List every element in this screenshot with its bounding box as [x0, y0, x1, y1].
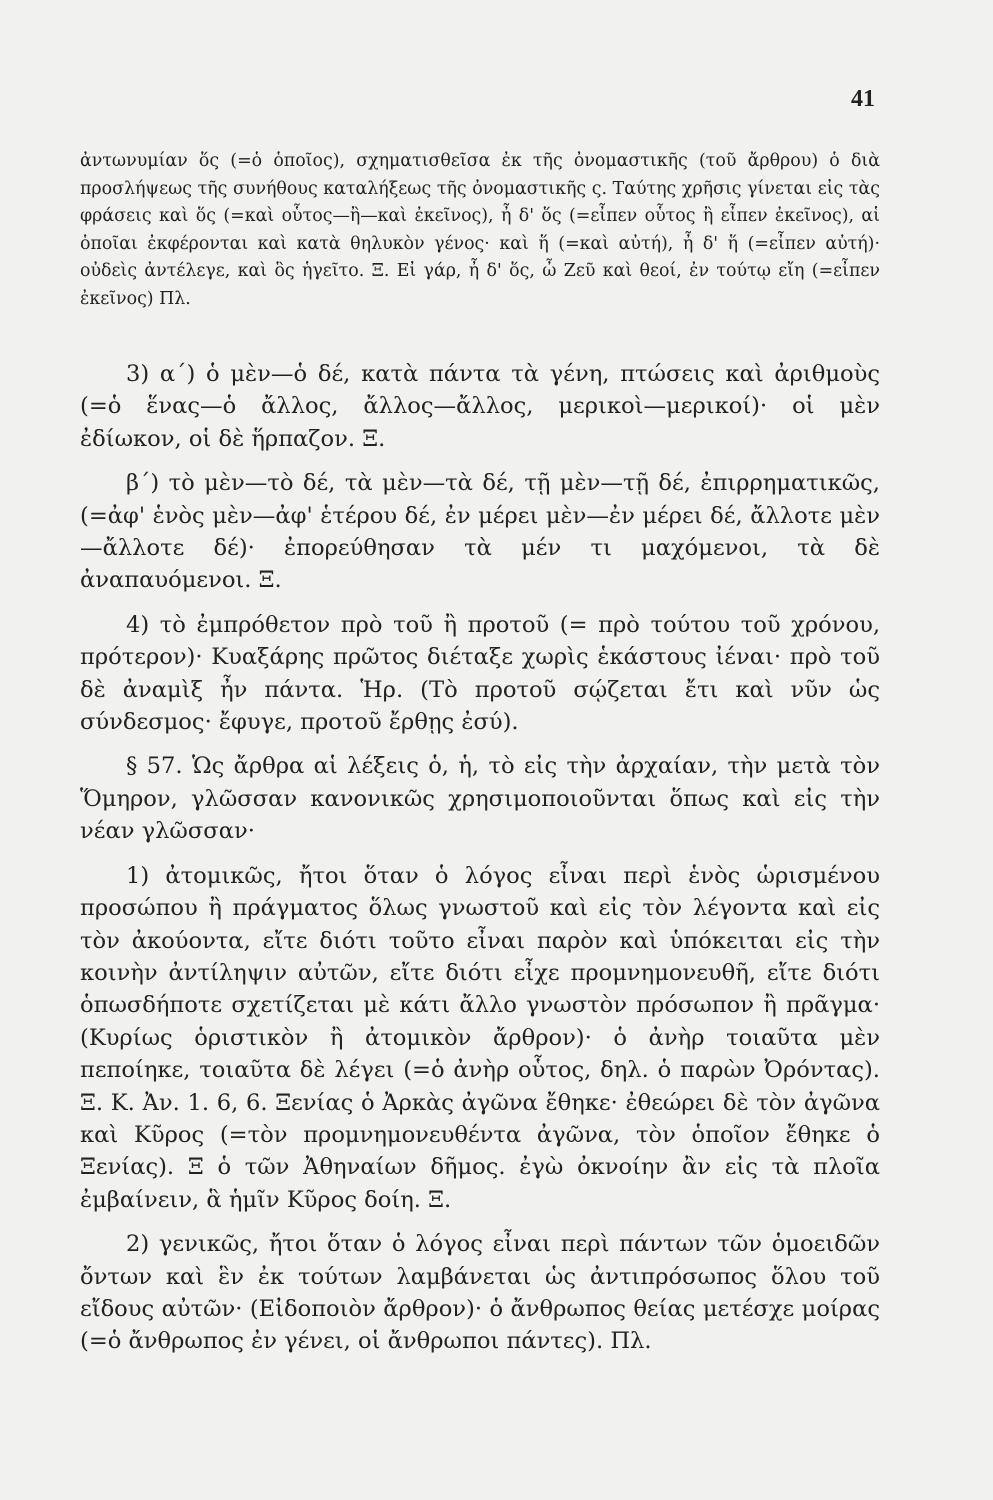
paragraph-genikos: 2) γενικῶς, ἤτοι ὅταν ὁ λόγος εἶναι περὶ πάντων τῶν ὁμοειδῶν ὄντων καὶ ἓν ἐκ τούτων λαμβάνεται ὡς ἀντιπρόσωπος ὅλου τοῦ εἴδους αὐτῶν· (Εἰδοποιὸν ἄρθρον)· ὁ ἄνθρωπος θείας μετέσχε μοίρας (=ὁ ἄνθρωπος ἐν γένει, οἱ ἄνθρωποι πάντες). Πλ. [80, 1231, 880, 1355]
intro-paragraph [80, 148, 880, 314]
paragraph-section-57: § 57. Ὡς ἄρθρα αἱ λέξεις ὁ, ἡ, τὸ εἰς τὴν ἀρχαίαν, τὴν μετὰ τὸν Ὅμηρον, γλῶσσαν κανονικῶς χρησιμοποιοῦνται ὅπως καὶ εἰς τὴν νέαν γλῶσσαν· [80, 753, 880, 845]
main-text [80, 358, 880, 1358]
paragraph-3b: β΄) τὸ μὲν—τὸ δέ, τὰ μὲν—τὰ δέ, τῇ μὲν—τῇ δέ, ἐπιρρηματικῶς, (=ἀφ' ἑνὸς μὲν—ἀφ' ἑτέρου δέ, ἐν μέρει μὲν—ἐν μέρει δέ, ἄλλοτε μὲν—ἄλλοτε δέ)· ἐπορεύθησαν τὰ μέν τι μαχόμενοι, τὰ δὲ ἀναπαυόμενοι. Ξ. [80, 470, 880, 594]
paragraph-3a: 3) α΄) ὁ μὲν—ὁ δέ, κατὰ πάντα τὰ γένη, πτώσεις καὶ ἀριθμοὺς (=ὁ ἕνας—ὁ ἄλλος, ἄλλος—ἄλλος, μερικοὶ—μερικοί)· οἱ μὲν ἐδίωκον, οἱ δὲ ἥρπαζον. Ξ. [80, 361, 880, 452]
page-number: 41 [851, 86, 875, 112]
paragraph-atomikos: 1) ἀτομικῶς, ἤτοι ὅταν ὁ λόγος εἶναι περὶ ἑνὸς ὡρισμένου προσώπου ἢ πράγματος ὅλως γνωστοῦ καὶ εἰς τὸν λέγοντα καὶ εἰς τὸν ἀκούοντα, εἴτε διότι τοῦτο εἶναι παρὸν καὶ ὑπόκειται εἰς τὴν κοινὴν ἀντίληψιν αὐτῶν, εἴτε διότι εἶχε προμνημονευθῆ, εἴτε διότι ὁπωσδήποτε σχετίζεται μὲ κάτι ἄλλο γνωστὸν πρόσωπον ἢ πρᾶγμα· (Κυρίως ὁριστικὸν ἢ ἀτομικὸν ἄρθρον)· ὁ ἀνὴρ τοιαῦτα μὲν πεποίηκε, τοιαῦτα δὲ λέγει (=ὁ ἀνὴρ οὗτος, δηλ. ὁ παρὼν Ὀρόντας). Ξ. Κ. Ἀν. 1. 6, 6. Ξενίας ὁ Ἀρκὰς ἀγῶνα ἔθηκε· ἐθεώρει δὲ τὸν ἀγῶνα καὶ Κῦρος (=τὸν προμνημονευθέντα ἀγῶνα, τὸν ὁποῖον ἔθηκε ὁ Ξενίας). Ξ ὁ τῶν Ἀθηναίων δῆμος. ἐγὼ ὀκνοίην ἂν εἰς τὰ πλοῖα ἐμβαίνειν, ἃ ἡμῖν Κῦρος δοίη. Ξ. [80, 862, 880, 1213]
paragraph-4: 4) τὸ ἐμπρόθετον πρὸ τοῦ ἢ προτοῦ (= πρὸ τούτου τοῦ χρόνου, πρότερον)· Κυαξάρης πρῶτος διέταξε χωρὶς ἑκάστους ἰέναι· πρὸ τοῦ δὲ ἀναμὶξ ἦν πάντα. Ἡρ. (Τὸ προτοῦ σῴζεται ἔτι καὶ νῦν ὡς σύνδεσμος· ἔφυγε, προτοῦ ἔρθῃς ἐσύ). [80, 611, 880, 736]
paragraph-text: ἀντωνυμίαν ὅς (=ὁ ὁποῖος), σχηματισθεῖσα ἐκ τῆς ὀνομαστικῆς (τοῦ ἄρθρου) ὁ διὰ προσλήψεως τῆς συνήθους καταλήξεως τῆς ὀνομαστικῆς ς. Ταύτης χρῆσις γίνεται εἰς τὰς φράσεις καὶ ὅς (=καὶ οὗτος—ἢ—καὶ ἐκεῖνος), ἦ δ' ὅς (=εἶπεν οὗτος ἢ εἶπεν ἐκεῖνος), αἱ ὁποῖαι ἐκφέρονται καὶ κατὰ θηλυκὸν γένος· καὶ ἥ (=καὶ αὐτή), ἦ δ' ἥ (=εἶπεν αὐτή)· οὐδεὶς ἀντέλεγε, καὶ ὃς ἡγεῖτο. Ξ. Εἰ γάρ, ἦ δ' ὅς, ὦ Ζεῦ καὶ θεοί, ἐν τούτῳ εἴη (=εἶπεν ἐκεῖνος) Πλ. [80, 151, 880, 309]
